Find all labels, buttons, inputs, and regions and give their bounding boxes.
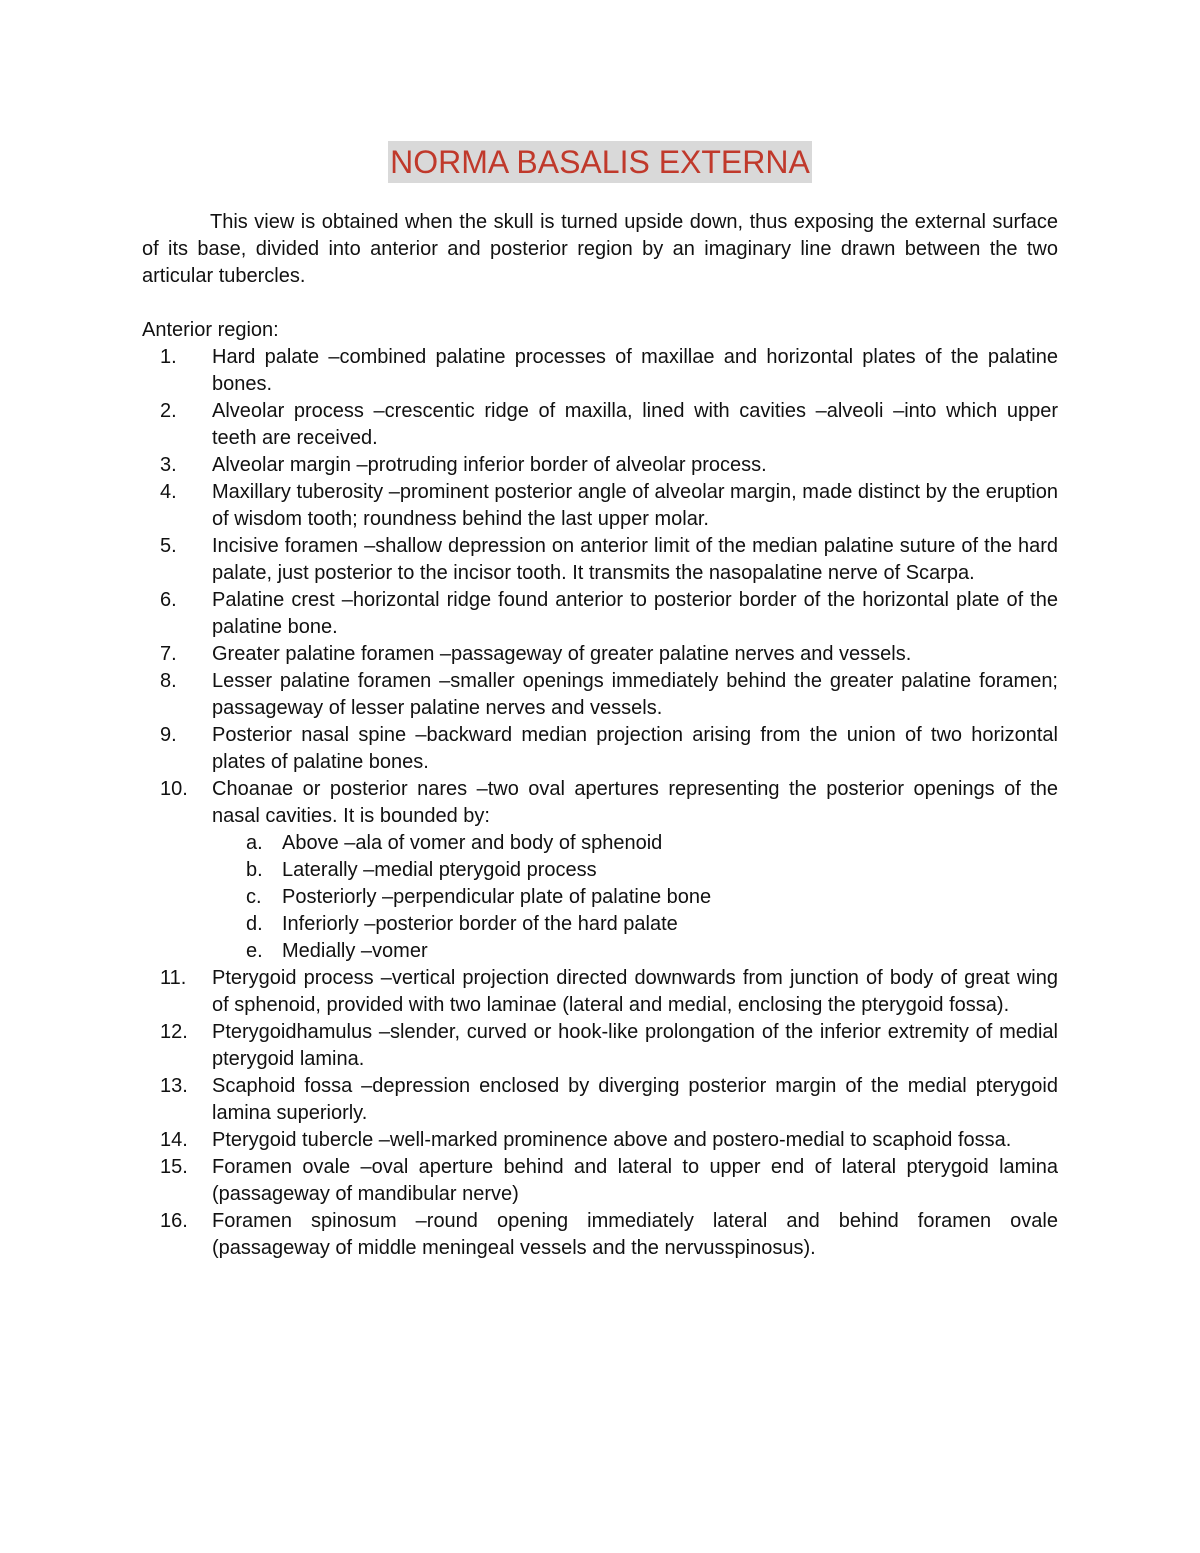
item-text: Alveolar process –crescentic ridge of maxilla, lined with cavities –alveoli –into which upper teeth are received.: [212, 400, 1058, 449]
sub-list-item: [212, 857, 1058, 884]
list-item: [0, 776, 1058, 965]
item-number: 14.: [160, 1129, 188, 1151]
item-number: 7.: [160, 643, 177, 665]
item-text: Hard palate –combined palatine processes of maxillae and horizontal plates of the palatine bones.: [212, 346, 1058, 395]
list-item: [0, 1073, 1058, 1127]
list-item: [0, 641, 1058, 668]
section-heading-anterior: Anterior region:: [142, 319, 279, 341]
sub-item-text: Above –ala of vomer and body of sphenoid: [282, 832, 663, 854]
item-number: 13.: [160, 1075, 188, 1097]
sub-item-text: Laterally –medial pterygoid process: [282, 859, 597, 881]
sub-list: [212, 830, 1058, 965]
item-number: 12.: [160, 1021, 188, 1043]
list-item: [0, 668, 1058, 722]
item-number: 8.: [160, 670, 177, 692]
list-item: [0, 1154, 1058, 1208]
item-text: Pterygoidhamulus –slender, curved or hook-like prolongation of the inferior extremity of medial pterygoid lamina.: [212, 1021, 1058, 1070]
item-number: 5.: [160, 535, 177, 557]
item-text: Choanae or posterior nares –two oval apertures representing the posterior openings of the nasal cavities. It is bounded by:: [212, 778, 1058, 827]
sub-list-item: [212, 830, 1058, 857]
sub-item-letter: a.: [246, 832, 263, 854]
sub-item-text: Inferiorly –posterior border of the hard palate: [282, 913, 678, 935]
item-text: Foramen ovale –oval aperture behind and lateral to upper end of lateral pterygoid lamina (passageway of mandibular nerve): [212, 1156, 1058, 1205]
item-number: 3.: [160, 454, 177, 476]
item-number: 15.: [160, 1156, 188, 1178]
list-item: [0, 344, 1058, 398]
list-item: [0, 965, 1058, 1019]
item-text: Incisive foramen –shallow depression on anterior limit of the median palatine suture of the hard palate, just posterior to the incisor tooth. It transmits the nasopalatine nerve of Scarpa.: [212, 535, 1058, 584]
item-number: 6.: [160, 589, 177, 611]
list-item: [0, 1127, 1058, 1154]
title-wrapper: [0, 141, 1200, 183]
list-item: [0, 1208, 1058, 1262]
sub-item-letter: c.: [246, 886, 262, 908]
list-item: [0, 1019, 1058, 1073]
intro-paragraph: This view is obtained when the skull is turned upside down, thus exposing the external surface of its base, divided into anterior and posterior region by an imaginary line drawn between the two articular tubercles.: [142, 211, 1058, 287]
item-text: Maxillary tuberosity –prominent posterior angle of alveolar margin, made distinct by the eruption of wisdom tooth; roundness behind the last upper molar.: [212, 481, 1058, 530]
list-item: [0, 398, 1058, 452]
list-item: [0, 587, 1058, 641]
list-item: [0, 533, 1058, 587]
item-text: Lesser palatine foramen –smaller openings immediately behind the greater palatine foramen; passageway of lesser palatine nerves and vessels.: [212, 670, 1058, 719]
sub-list-item: [212, 911, 1058, 938]
sub-list-item: [212, 884, 1058, 911]
item-number: 10.: [160, 778, 188, 800]
numbered-list: [0, 344, 1200, 1262]
document-title: NORMA BASALIS EXTERNA: [388, 141, 812, 183]
item-number: 16.: [160, 1210, 188, 1232]
item-text: Pterygoid process –vertical projection directed downwards from junction of body of great wing of sphenoid, provided with two laminae (lateral and medial, enclosing the pterygoid fossa).: [212, 967, 1058, 1016]
list-item: [0, 722, 1058, 776]
item-text: Palatine crest –horizontal ridge found anterior to posterior border of the horizontal plate of the palatine bone.: [212, 589, 1058, 638]
sub-list-item: [212, 938, 1058, 965]
sub-item-letter: d.: [246, 913, 263, 935]
sub-item-text: Medially –vomer: [282, 940, 428, 962]
sub-item-letter: b.: [246, 859, 263, 881]
item-text: Greater palatine foramen –passageway of greater palatine nerves and vessels.: [212, 643, 912, 665]
sub-item-text: Posteriorly –perpendicular plate of palatine bone: [282, 886, 712, 908]
sub-item-letter: e.: [246, 940, 263, 962]
item-number: 9.: [160, 724, 177, 746]
item-text: Pterygoid tubercle –well-marked prominence above and postero-medial to scaphoid fossa.: [212, 1129, 1012, 1151]
item-number: 2.: [160, 400, 177, 422]
list-item: [0, 452, 1058, 479]
item-text: Alveolar margin –protruding inferior border of alveolar process.: [212, 454, 767, 476]
item-number: 4.: [160, 481, 177, 503]
item-number: 1.: [160, 346, 177, 368]
item-text: Scaphoid fossa –depression enclosed by diverging posterior margin of the medial pterygoid lamina superiorly.: [212, 1075, 1058, 1124]
list-item: [0, 479, 1058, 533]
item-text: Foramen spinosum –round opening immediately lateral and behind foramen ovale (passageway of middle meningeal vessels and the nervusspinosus).: [212, 1210, 1058, 1259]
item-number: 11.: [160, 967, 187, 989]
item-text: Posterior nasal spine –backward median projection arising from the union of two horizontal plates of palatine bones.: [212, 724, 1058, 773]
